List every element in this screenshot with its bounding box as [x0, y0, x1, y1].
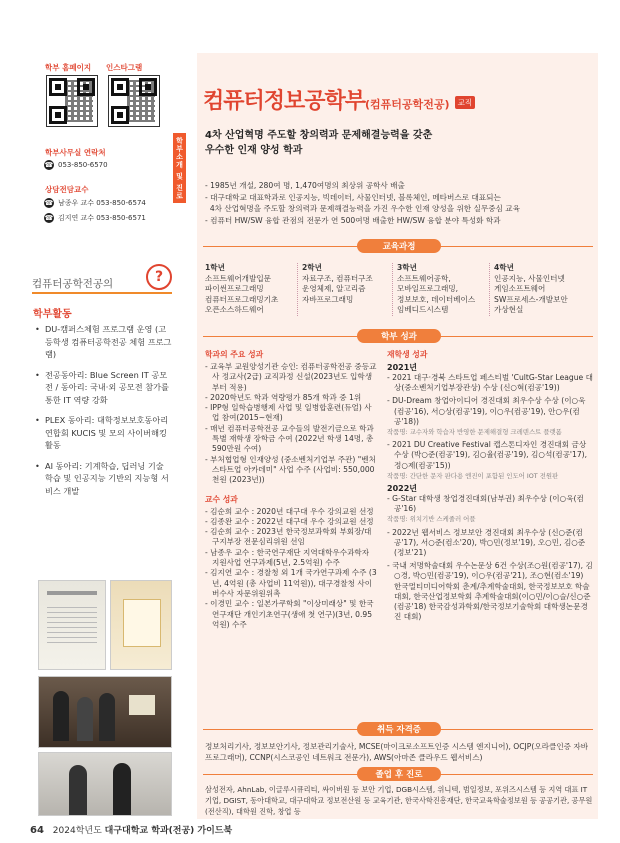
homepage-label: 학부 홈페이지 [45, 63, 92, 72]
list-item: - 김종완 교수 : 2022년 대구대 우수 강의교원 선정 [205, 516, 374, 526]
list-item: - 2022년 웹서비스 정보보안 경진대회 최우수상 (신○준(컴공'17), 서○준(컴소'20), 박○민(정보'19), 오○민, 김○준(정보'21) [387, 527, 586, 558]
office-label: 학부사무실 연락처 [45, 148, 106, 157]
note: 작품명: 간단한 문자 판다용 엔진이 포함된 인도어 IOT 전원판 [387, 471, 559, 480]
list-item: - 국내 저명학술대회 우수논문상 6건 수상(조○원(컴공'17), 김○경, 박○민(컴공'19), 이○우(컴공'21), 조○현(컴소'19) 한국멀티미디어학회 춘계/추계학술대회, 한국정보보호 학술대회, 한국산업정보학회 추계학술대회(이○민/이○슬/신○준(컴공'18) 한국감성과학회/한국정보기술학회 대학생논문경진 대회) [387, 561, 593, 622]
team-photo [38, 676, 172, 748]
list-item: - 김지연 교수 : 경찰청 외 1개 국가연구과제 수주 (3년, 4억원 (총 사업비 11억원)), 대구경찰청 사이버수사 자문위원위촉 [205, 568, 377, 598]
curriculum-grid [205, 263, 595, 316]
career-text: 삼성전자, AhnLab, 이글루시큐리티, 싸이버원 등 보안 기업, DGB시스템, 위니텍, 범일정보, 포위즈시스템 등 지역 대표 IT 기업, DGIST, 동아대학교, 대구대학교 정보전산원 등 교육기관, 한국사학진흥재단, 한국교육학술정보원 등 공공기관, 공무원(전산직), 대학원 진학, 창업 등 [205, 785, 593, 816]
activity-title: 학부활동 [33, 309, 72, 320]
certificate-photo [38, 580, 106, 670]
page-number: 64 [30, 825, 44, 836]
instagram-label: 인스타그램 [106, 63, 143, 72]
list-item: - 교육부 교원양성기관 승인: 컴퓨터공학전공 중등교사 정교사(2급) 교직과정 신설(2023년도 입학생부터 적용) [205, 362, 377, 392]
page-title: 컴퓨터정보공학부(컴퓨터공학전공) 교직 [203, 84, 475, 115]
results-left [205, 349, 377, 630]
list-item: - 남종우 교수 : 한국연구재단 지역대학우수과학자 지원사업 연구과제(5년, 2.5억원) 수주 [205, 547, 370, 568]
curriculum-heading: 교육과정 [357, 239, 441, 253]
certs-heading: 취득 자격증 [357, 722, 441, 736]
curriculum-year-3: 3학년 소프트웨어공학, 모바일프로그래밍, 정보보호, 데이터베이스 임베디드시스템 [392, 263, 489, 316]
note: 작품명: 위치기반 스케줄러 어플 [387, 515, 476, 524]
intro-text: - 1985년 개설, 280여 명, 1,470여명의 최상위 공학사 배출 - 대구대학교 대표학과로 인공지능, 빅데이터, 사물인터넷, 블록체인, 메타버스로 대표되는 4차 산업혁명을 주도할 창의력과 문제해결능력을 가진 우수한 인재 양성을 위한 실무중심 교육 - 컴퓨터 HW/SW 융합 관점의 전문가 연 500여명 배출한 HW/SW 융합 분야 특성화 학과 [205, 181, 520, 225]
list-item: - 부처협업형 인재양성 (중소벤처기업부 주관) "벤처스타트업 아카데미" 사업 수주 (사업비: 550,000천원 (2023년)) [205, 454, 376, 485]
curriculum-year-1: 1학년 소프트웨어개발입문 파이썬프로그래밍 컴퓨터프로그래밍기초 오픈소스하드웨어 [205, 263, 279, 315]
list-item: - 이경민 교수 : 일본가쿠학회 "이상미래상" 및 한국연구재단 개인기초연구(생애 첫 연구)(3년, 0.95억원) 수주 [205, 599, 374, 629]
list-item: - 2021 DU Creative Festival 캡스톤디자인 경진대회 금상 수상 (박○준(컴공'19), 김○율(컴공'19), 김○석(컴공'17), 정○제(컴공'15)) [387, 440, 588, 470]
year-2021: 2021년 [387, 363, 417, 372]
phone-icon: ☎ [44, 161, 54, 169]
tagline: 4차 산업혁명 주도할 창의력과 문제해결능력을 갖춘 우수한 인재 양성 학과 [205, 130, 433, 156]
career-heading: 졸업 후 진로 [357, 767, 441, 781]
list-item: • 전공동아리: Blue Screen IT 공모전 / 동아리: 국내·외 공모전 참가를 통한 IT 역량 강화 [33, 369, 173, 407]
list-item: • AI 동아리: 기계학습, 딥러닝 기술 학습 및 인공지능 기반의 지능형 서비스 개발 [33, 460, 173, 498]
office-phone: 053-850-6570 [58, 161, 108, 169]
footer: 64 2024학년도 대구대학교 학과(전공) 가이드북 [30, 825, 233, 836]
counsel-contact-2: ☎ 김지연 교수 053-850-6571 [44, 214, 146, 222]
list-item: - G-Star 대학생 창업경진대회(남부권) 최우수상 (이○욱(컴공'16) [387, 494, 584, 514]
list-item: - 2020학년도 학과 역량평가 85개 학과 중 1위 [205, 392, 362, 402]
list-item: - IPP형 일학습병행제 사업 및 일병합훈련(듀얼) 사업 참여(2015~현재) [205, 403, 372, 423]
dept-results-title: 학과의 주요 성과 [205, 350, 264, 359]
students-photo [38, 752, 172, 816]
activity-list [33, 323, 173, 497]
question-icon: ? [146, 264, 172, 290]
list-item: - 김순희 교수 : 2023년 한국정보과학회 부회장/대구지부장 전문심리위원 선임 [205, 527, 372, 547]
teaching-badge: 교직 [455, 96, 476, 109]
activity-header: 컴퓨터공학전공의 [32, 278, 114, 290]
list-item: - 김순희 교수 : 2020년 대구대 우수 강의교원 선정 [205, 506, 374, 516]
phone-icon: ☎ [44, 214, 54, 222]
list-item: • PLEX 동아리: 대학정보보호동아리 연합회 KUCIS 및 모의 사이버해킹 활동 [33, 414, 173, 452]
list-item: - DU-Dream 창업아이디어 경진대회 최우수상 수상 (이○욱(컴공'16), 서○상(컴공'19), 이○우(컴공'19), 안○우(컴공'18)) [387, 396, 586, 426]
counsel-contact-1: ☎ 남종우 교수 053-850-6574 [44, 199, 146, 207]
curriculum-year-2: 2학년 자료구조, 컴퓨터구조 운영체제, 알고리즘 자바프로그래밍 [297, 263, 392, 316]
list-item: • DU-캠퍼스체험 프로그램 운영 (고등학생 컴퓨터공학전공 체험 프로그램) [33, 323, 173, 361]
results-heading: 학부 성과 [357, 329, 441, 343]
award-photo [110, 580, 172, 670]
prof-results-title: 교수 성과 [205, 494, 238, 504]
certs-text: 정보처리기사, 정보보안기사, 정보관리기술사, MCSE(마이크로소프트인증 시스템 엔지니어), OCJP(오라클인증 자바 프로그래머), CCNP(시스코공인 네트워크 전문가), AWS(아마존 클라우드 웹서비스) [205, 742, 589, 762]
results-right [387, 349, 593, 622]
curriculum-year-4: 4학년 인공지능, 사물인터넷 게임소프트웨어 SW프로세스-개발보안 가상현실 [489, 263, 594, 316]
year-2022: 2022년 [387, 484, 417, 494]
list-item: - 매년 컴퓨터공학전공 교수들의 발전기금으로 학과 특별 재학생 장학금 수여 (2022년 학생 14명, 총 590만원 수여) [205, 423, 374, 454]
instagram-qr-code[interactable] [108, 75, 160, 127]
phone-icon: ☎ [44, 199, 54, 207]
note: 작품명: 교수자와 학습자 반영한 문제해결형 크레덴스트 플랫폼 [387, 428, 562, 437]
list-item: - 2021 대구·경북 스타트업 페스티벌 'CultG-Star League 대상(중소벤처기업부장관상) 수상 (신○혁(컴공'19)) [387, 373, 593, 393]
student-results-title: 재학생 성과 [387, 350, 428, 359]
divider [32, 292, 172, 294]
homepage-qr-code[interactable] [46, 75, 98, 127]
office-contact [44, 160, 108, 170]
counsel-label: 상담전담교수 [45, 185, 89, 194]
section-tab: 학부소개 및 진로 [173, 133, 186, 203]
